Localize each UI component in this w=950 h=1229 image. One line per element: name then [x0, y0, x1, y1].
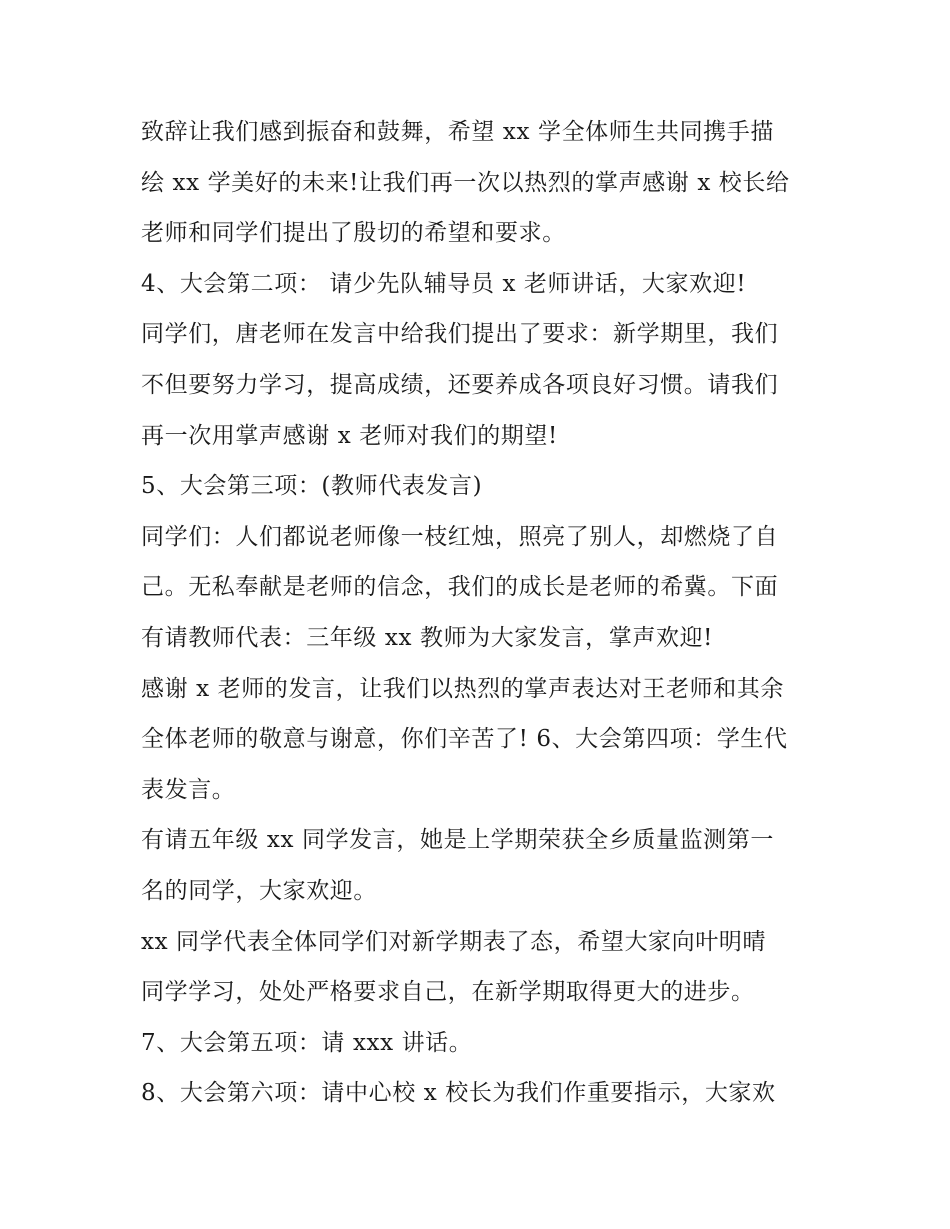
text-line-16: 名的同学，大家欢迎。: [141, 877, 377, 904]
text-line-18: 同学学习，处处严格要求自己，在新学期取得更大的进步。: [141, 979, 755, 1006]
text-line-15: 有请五年级 xx 同学发言，她是上学期荣获全乡质量监测第一: [141, 827, 774, 854]
text-line-11: 有请教师代表：三年级 xx 教师为大家发言，掌声欢迎!: [141, 624, 714, 651]
text-line-1: 致辞让我们感到振奋和鼓舞，希望 xx 学全体师生共同携手描: [141, 119, 774, 145]
text-line-4: 4、大会第二项： 请少先队辅导员 x 老师讲话，大家欢迎!: [141, 270, 747, 297]
text-line-5: 同学们，唐老师在发言中给我们提出了要求：新学期里，我们: [141, 321, 779, 348]
text-line-19: 7、大会第五项：请 xxx 讲话。: [141, 1029, 473, 1056]
text-line-13: 全体老师的敬意与谢意，你们辛苦了! 6、大会第四项：学生代: [141, 726, 788, 753]
text-line-17: xx 同学代表全体同学们对新学期表了态，希望大家向叶明晴: [141, 928, 767, 955]
text-line-6: 不但要努力学习，提高成绩，还要养成各项良好习惯。请我们: [141, 371, 779, 398]
text-line-14: 表发言。: [141, 776, 236, 803]
text-line-8: 5、大会第三项：(教师代表发言): [141, 473, 483, 500]
text-line-20: 8、大会第六项：请中心校 x 校长为我们作重要指示，大家欢: [141, 1080, 776, 1107]
text-line-7: 再一次用掌声感谢 x 老师对我们的期望!: [141, 422, 558, 449]
text-line-12: 感谢 x 老师的发言，让我们以热烈的掌声表达对王老师和其余: [141, 675, 784, 702]
document-body: [141, 107, 813, 1119]
text-line-2: 绘 xx 学美好的未来!让我们再一次以热烈的掌声感谢 x 校长给: [141, 169, 790, 196]
text-line-10: 己。无私奉献是老师的信念，我们的成长是老师的希冀。下面: [141, 574, 779, 601]
text-line-3: 老师和同学们提出了殷切的希望和要求。: [141, 220, 566, 247]
text-line-9: 同学们：人们都说老师像一枝红烛，照亮了别人，却燃烧了自: [141, 523, 779, 550]
